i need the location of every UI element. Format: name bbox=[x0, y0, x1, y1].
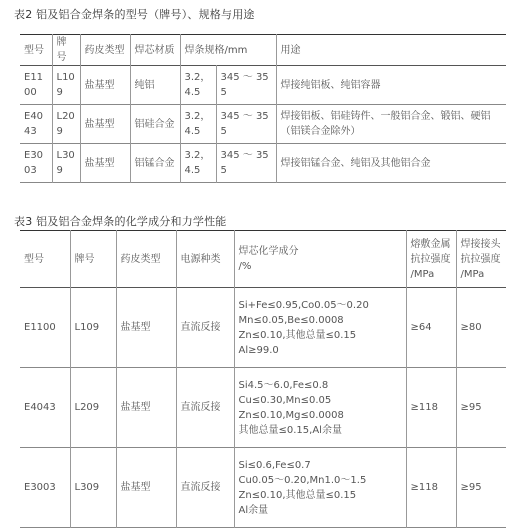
table-row bbox=[20, 448, 506, 528]
t3-header-joint-line1: 焊接接头 bbox=[460, 238, 501, 250]
t3-header-deposit-line2: 抗拉强度 bbox=[410, 253, 451, 265]
cell-diameter: 3.2，4.5 bbox=[180, 105, 216, 144]
cell-brand: L209 bbox=[52, 105, 80, 144]
cell-model: E4043 bbox=[24, 402, 56, 413]
cell-joint: ≥80 bbox=[456, 288, 506, 368]
cell-core: 铝硅合金 bbox=[130, 105, 180, 144]
t2-header-core: 焊芯材质 bbox=[130, 35, 180, 66]
chem-line: Zn≤0.10,其他总量≤0.15 bbox=[238, 489, 357, 501]
chem-line: Mn≤0.05,Be≤0.0008 bbox=[238, 314, 344, 326]
cell-length: 345 ～ 355 bbox=[216, 66, 276, 105]
cell-usage: 焊接铝板、铝硅铸件、一般铝合金、锻铝、硬铝（铝镁合金除外） bbox=[276, 105, 506, 144]
t2-header-brand: 牌号 bbox=[52, 35, 80, 66]
t3-header-chem-line2: /% bbox=[238, 261, 252, 272]
cell-power: 直流反接 bbox=[176, 368, 234, 448]
cell-coating: 盐基型 bbox=[80, 144, 130, 183]
cell-joint: ≥95 bbox=[456, 368, 506, 448]
table-row bbox=[20, 368, 506, 448]
cell-diameter: 3.2，4.5 bbox=[180, 66, 216, 105]
table-row bbox=[20, 66, 506, 105]
t3-header-coating: 药皮类型 bbox=[116, 231, 176, 288]
t2-header-model: 型号 bbox=[24, 44, 44, 56]
t2-header-coating: 药皮类型 bbox=[80, 35, 130, 66]
cell-power: 直流反接 bbox=[176, 448, 234, 528]
t3-header-deposit-line3: /MPa bbox=[410, 268, 435, 280]
cell-model: E3003 bbox=[24, 482, 56, 493]
t3-header-chem-line1: 焊芯化学成分 bbox=[238, 246, 299, 257]
cell-core: 纯铝 bbox=[130, 66, 180, 105]
cell-chem bbox=[234, 448, 406, 528]
cell-length: 345 ～ 355 bbox=[216, 105, 276, 144]
cell-brand: L109 bbox=[52, 66, 80, 105]
cell-power: 直流反接 bbox=[176, 288, 234, 368]
t2-header-spec: 焊条规格/mm bbox=[180, 35, 276, 66]
t3-header-model: 型号 bbox=[24, 253, 44, 265]
cell-joint: ≥95 bbox=[456, 448, 506, 528]
chem-line: Cu0.05～0.20,Mn1.0～1.5 bbox=[238, 474, 367, 486]
chem-line: Al≥99.0 bbox=[238, 344, 279, 356]
cell-coating: 盐基型 bbox=[80, 105, 130, 144]
cell-coating: 盐基型 bbox=[116, 448, 176, 528]
table-row bbox=[20, 105, 506, 144]
cell-chem bbox=[234, 288, 406, 368]
table-row bbox=[20, 288, 506, 368]
cell-deposit: ≥64 bbox=[406, 288, 456, 368]
t3-header-brand: 牌号 bbox=[70, 231, 116, 288]
cell-brand: L109 bbox=[70, 288, 116, 368]
t2-header-usage: 用途 bbox=[276, 35, 506, 66]
chem-line: Si4.5～6.0,Fe≤0.8 bbox=[238, 379, 329, 391]
chem-line: Zn≤0.10,Mg≤0.0008 bbox=[238, 409, 344, 421]
cell-diameter: 3.2，4.5 bbox=[180, 144, 216, 183]
t3-header-deposit bbox=[406, 231, 456, 288]
cell-coating: 盐基型 bbox=[80, 66, 130, 105]
chem-line: 其他总量≤0.15,Al余量 bbox=[238, 424, 342, 436]
chem-line: Si+Fe≤0.95,Co0.05～0.20 bbox=[238, 299, 369, 311]
cell-usage: 焊接纯铝板、纯铝容器 bbox=[276, 66, 506, 105]
table3-header-row bbox=[20, 231, 506, 288]
t3-header-joint bbox=[456, 231, 506, 288]
cell-coating: 盐基型 bbox=[116, 368, 176, 448]
t3-header-chem bbox=[234, 231, 406, 288]
cell-length: 345 ～ 355 bbox=[216, 144, 276, 183]
cell-model: E4043 bbox=[24, 111, 44, 137]
table2-caption: 表2 铝及铝合金焊条的型号（牌号）、规格与用途 bbox=[14, 8, 255, 21]
cell-brand: L309 bbox=[52, 144, 80, 183]
chem-line: Al余量 bbox=[238, 504, 269, 516]
table3-caption: 表3 铝及铝合金焊条的化学成分和力学性能 bbox=[14, 215, 227, 228]
table3 bbox=[20, 230, 506, 528]
table-row bbox=[20, 144, 506, 183]
t3-header-deposit-line1: 熔敷金属 bbox=[410, 238, 451, 250]
chem-line: Zn≤0.10,其他总量≤0.15 bbox=[238, 329, 357, 341]
cell-chem bbox=[234, 368, 406, 448]
table2 bbox=[20, 34, 506, 183]
t3-header-joint-line3: /MPa bbox=[460, 268, 485, 280]
cell-deposit: ≥118 bbox=[406, 368, 456, 448]
cell-core: 铝锰合金 bbox=[130, 144, 180, 183]
chem-line: Cu≤0.30,Mn≤0.05 bbox=[238, 394, 332, 406]
t3-header-joint-line2: 抗拉强度 bbox=[460, 253, 501, 265]
cell-coating: 盐基型 bbox=[116, 288, 176, 368]
cell-deposit: ≥118 bbox=[406, 448, 456, 528]
table2-header-row bbox=[20, 35, 506, 66]
t3-header-power: 电源种类 bbox=[176, 231, 234, 288]
cell-brand: L309 bbox=[70, 448, 116, 528]
cell-model: E1100 bbox=[24, 322, 56, 333]
cell-usage: 焊接铝锰合金、纯铝及其他铝合金 bbox=[276, 144, 506, 183]
cell-model: E3003 bbox=[24, 150, 44, 176]
cell-brand: L209 bbox=[70, 368, 116, 448]
cell-model: E1100 bbox=[24, 72, 44, 98]
chem-line: Si≤0.6,Fe≤0.7 bbox=[238, 459, 311, 471]
